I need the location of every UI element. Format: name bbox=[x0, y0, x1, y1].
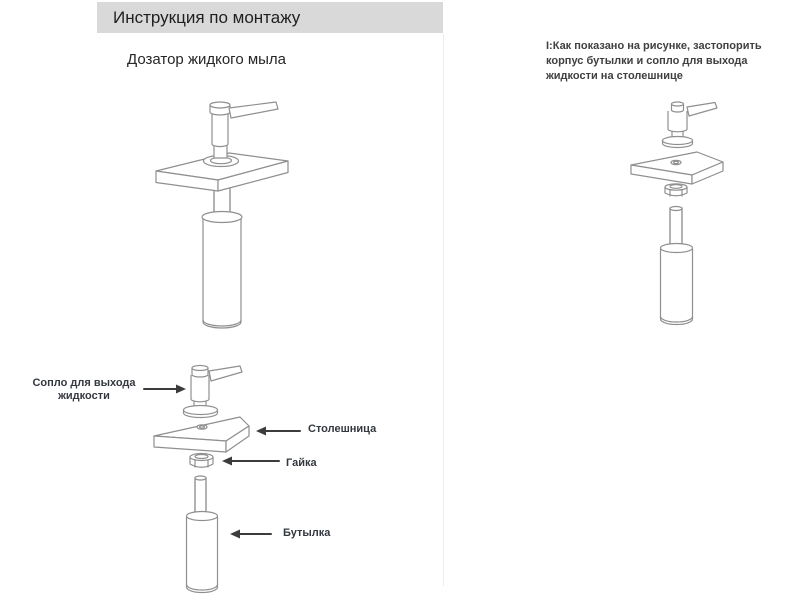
assembled-dispenser-figure bbox=[140, 95, 310, 345]
bottle-arrow-icon bbox=[227, 526, 273, 542]
countertop-plate-drawing bbox=[154, 417, 249, 452]
product-subtitle: Дозатор жидкого мыла bbox=[127, 51, 287, 68]
nozzle-arrow-icon bbox=[142, 381, 188, 397]
label-bottle: Бутылка bbox=[283, 527, 331, 539]
pump-head-drawing bbox=[663, 102, 718, 148]
countertop-plate-drawing bbox=[631, 152, 723, 184]
nut-drawing bbox=[665, 184, 687, 196]
nut-drawing bbox=[190, 454, 213, 468]
exploded-view-small-figure bbox=[620, 98, 735, 333]
bottle-tube-drawing bbox=[195, 476, 206, 480]
pump-head-drawing bbox=[210, 102, 278, 158]
bottle-drawing bbox=[202, 181, 242, 328]
spout-drawing bbox=[209, 366, 242, 381]
step-instruction-text: I:Как показано на рисунке, застопорить корпус бутылки и сопло для выхода жидкости на столешнице bbox=[546, 40, 762, 82]
pump-head-drawing bbox=[184, 366, 243, 418]
bottle-drawing bbox=[661, 207, 693, 325]
label-nut: Гайка bbox=[286, 457, 317, 469]
bottle-drawing bbox=[187, 476, 218, 593]
nut-arrow-icon bbox=[219, 453, 281, 469]
bottle-tube-drawing bbox=[670, 207, 682, 211]
spout-drawing bbox=[687, 103, 717, 117]
label-nozzle: Сопло для выхода жидкости bbox=[32, 377, 136, 402]
countertop-arrow-icon bbox=[254, 423, 302, 439]
column-divider bbox=[443, 34, 444, 586]
pump-flange-drawing bbox=[184, 406, 218, 415]
page-title: Инструкция по монтажу bbox=[113, 8, 301, 27]
label-countertop: Столешница bbox=[308, 423, 377, 435]
header-bar bbox=[97, 2, 443, 33]
pump-flange-drawing bbox=[663, 137, 693, 145]
spout-drawing bbox=[229, 102, 278, 118]
